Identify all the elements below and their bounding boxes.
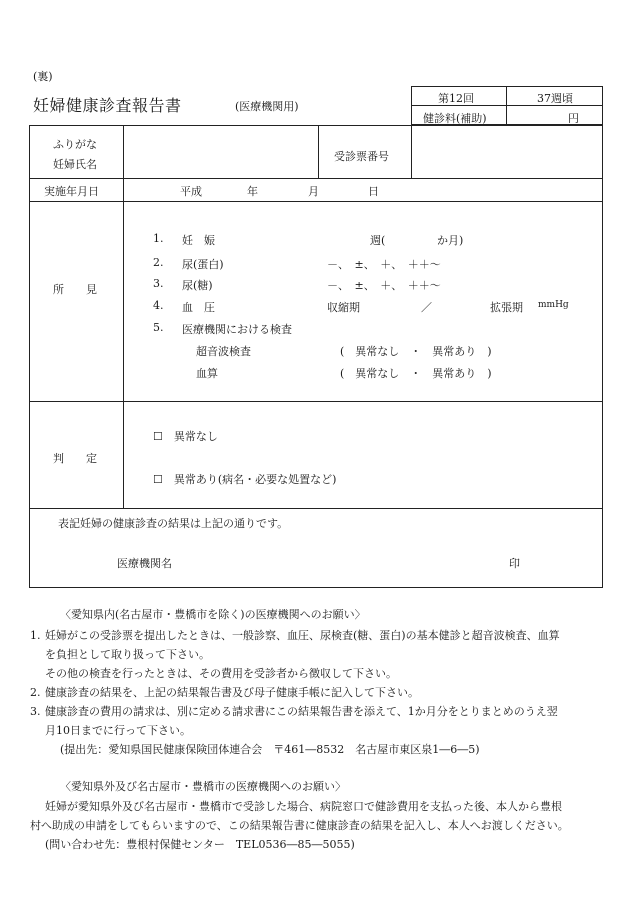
- finding-4-label: 血 圧: [182, 301, 215, 314]
- page-subtitle: (医療機関用): [235, 100, 299, 113]
- outside-contact: (問い合わせ先：豊根村保健センター TEL0536―85―5055): [45, 838, 355, 851]
- name-label: 妊婦氏名: [53, 158, 97, 171]
- inside-item-2-line-1: 健康診査の結果を、上記の結果報告書及び母子健康手帳に記入して下さい。: [45, 686, 419, 699]
- date-era: 平成: [180, 185, 202, 198]
- finding-2-values: －、 ±、 ＋、 ＋＋～: [327, 258, 441, 271]
- bp-slash: ／: [421, 301, 432, 314]
- finding-1-month: か月): [437, 234, 464, 247]
- outside-heading: 〈愛知県外及び名古屋市・豊橋市の医療機関へのお願い〉: [60, 780, 346, 793]
- blood-count-options: ( 異常なし ・ 異常あり ): [340, 367, 492, 380]
- inside-item-3-line-1: 健康診査の費用の請求は、別に定める請求書にこの結果報告書を添えて、1か月分をとりまとめのうえ翌: [45, 705, 558, 718]
- bp-unit: mmHg: [538, 300, 569, 310]
- ultrasound-options: ( 異常なし ・ 異常あり ): [340, 345, 492, 358]
- findings-label: 所 見: [53, 283, 97, 296]
- back-side-label: (裏): [33, 70, 53, 83]
- finding-3-values: －、 ±、 ＋、 ＋＋～: [327, 279, 441, 292]
- page-title: 妊婦健康診査報告書: [33, 96, 182, 115]
- finding-5-number: 5.: [153, 321, 164, 334]
- institution-label: 医療機関名: [117, 557, 172, 570]
- judgment-no-abnormality[interactable]: ☐ 異常なし: [153, 430, 218, 443]
- inside-item-3-number: 3.: [30, 705, 41, 718]
- name-field[interactable]: [124, 126, 317, 177]
- furigana-label: ふりがな: [53, 138, 97, 151]
- statement-text: 表記妊婦の健康診査の結果は上記の通りです。: [58, 517, 289, 530]
- finding-2-number: 2.: [153, 256, 164, 269]
- finding-5-label: 医療機関における検査: [182, 323, 292, 336]
- inside-item-1-line-1: 妊婦がこの受診票を提出したときは、一般診察、血圧、尿検査(糖、蛋白)の基本健診と超音波検査、血算: [45, 629, 560, 642]
- outside-line-2: 村へ助成の申請をしてもらいますので、この結果報告書に健康診査の結果を記入し、本人へお渡しください。: [30, 819, 569, 832]
- finding-4-number: 4.: [153, 299, 164, 312]
- finding-1-label: 妊 娠: [182, 234, 215, 247]
- diastolic-label: 拡張期: [490, 301, 523, 314]
- visit-round: 第12回: [438, 92, 474, 105]
- date-year: 年: [247, 185, 258, 198]
- ticket-number-field[interactable]: [412, 126, 602, 177]
- finding-1-week: 週(: [370, 234, 386, 247]
- finding-3-label: 尿(糖): [182, 279, 213, 292]
- blood-count-label: 血算: [196, 367, 218, 380]
- date-label: 実施年月日: [44, 185, 99, 198]
- inside-item-1-line-3: その他の検査を行ったときは、その費用を受診者から徴収して下さい。: [45, 667, 397, 680]
- judgment-abnormality[interactable]: ☐ 異常あり(病名・必要な処置など): [153, 473, 337, 486]
- ticket-number-label: 受診票番号: [334, 150, 389, 163]
- inside-item-1-line-2: を負担として取り扱って下さい。: [45, 648, 210, 661]
- seal-label: 印: [509, 557, 520, 570]
- inside-item-2-number: 2.: [30, 686, 41, 699]
- finding-1-number: 1.: [153, 232, 164, 245]
- visit-weeks: 37週頃: [537, 92, 573, 105]
- date-month: 月: [308, 185, 319, 198]
- fee-unit: 円: [568, 112, 579, 125]
- outside-line-1: 妊婦が愛知県外及び名古屋市・豊橋市で受診した場合、病院窓口で健診費用を支払った後、本人から豊根: [45, 800, 562, 813]
- finding-2-label: 尿(蛋白): [182, 258, 224, 271]
- systolic-label: 収縮期: [327, 301, 360, 314]
- finding-3-number: 3.: [153, 277, 164, 290]
- inside-item-3-line-3: (提出先：愛知県国民健康保険団体連合会 〒461―8532 名古屋市東区泉1―6―5): [60, 743, 480, 756]
- date-day: 日: [368, 185, 379, 198]
- fee-label: 健診料(補助): [423, 112, 487, 125]
- inside-item-3-line-2: 月10日までに行って下さい。: [45, 724, 191, 737]
- judgment-label: 判 定: [53, 452, 97, 465]
- inside-heading: 〈愛知県内(名古屋市・豊橋市を除く)の医療機関へのお願い〉: [60, 608, 366, 621]
- ultrasound-label: 超音波検査: [196, 345, 251, 358]
- inside-item-1-number: 1.: [30, 629, 41, 642]
